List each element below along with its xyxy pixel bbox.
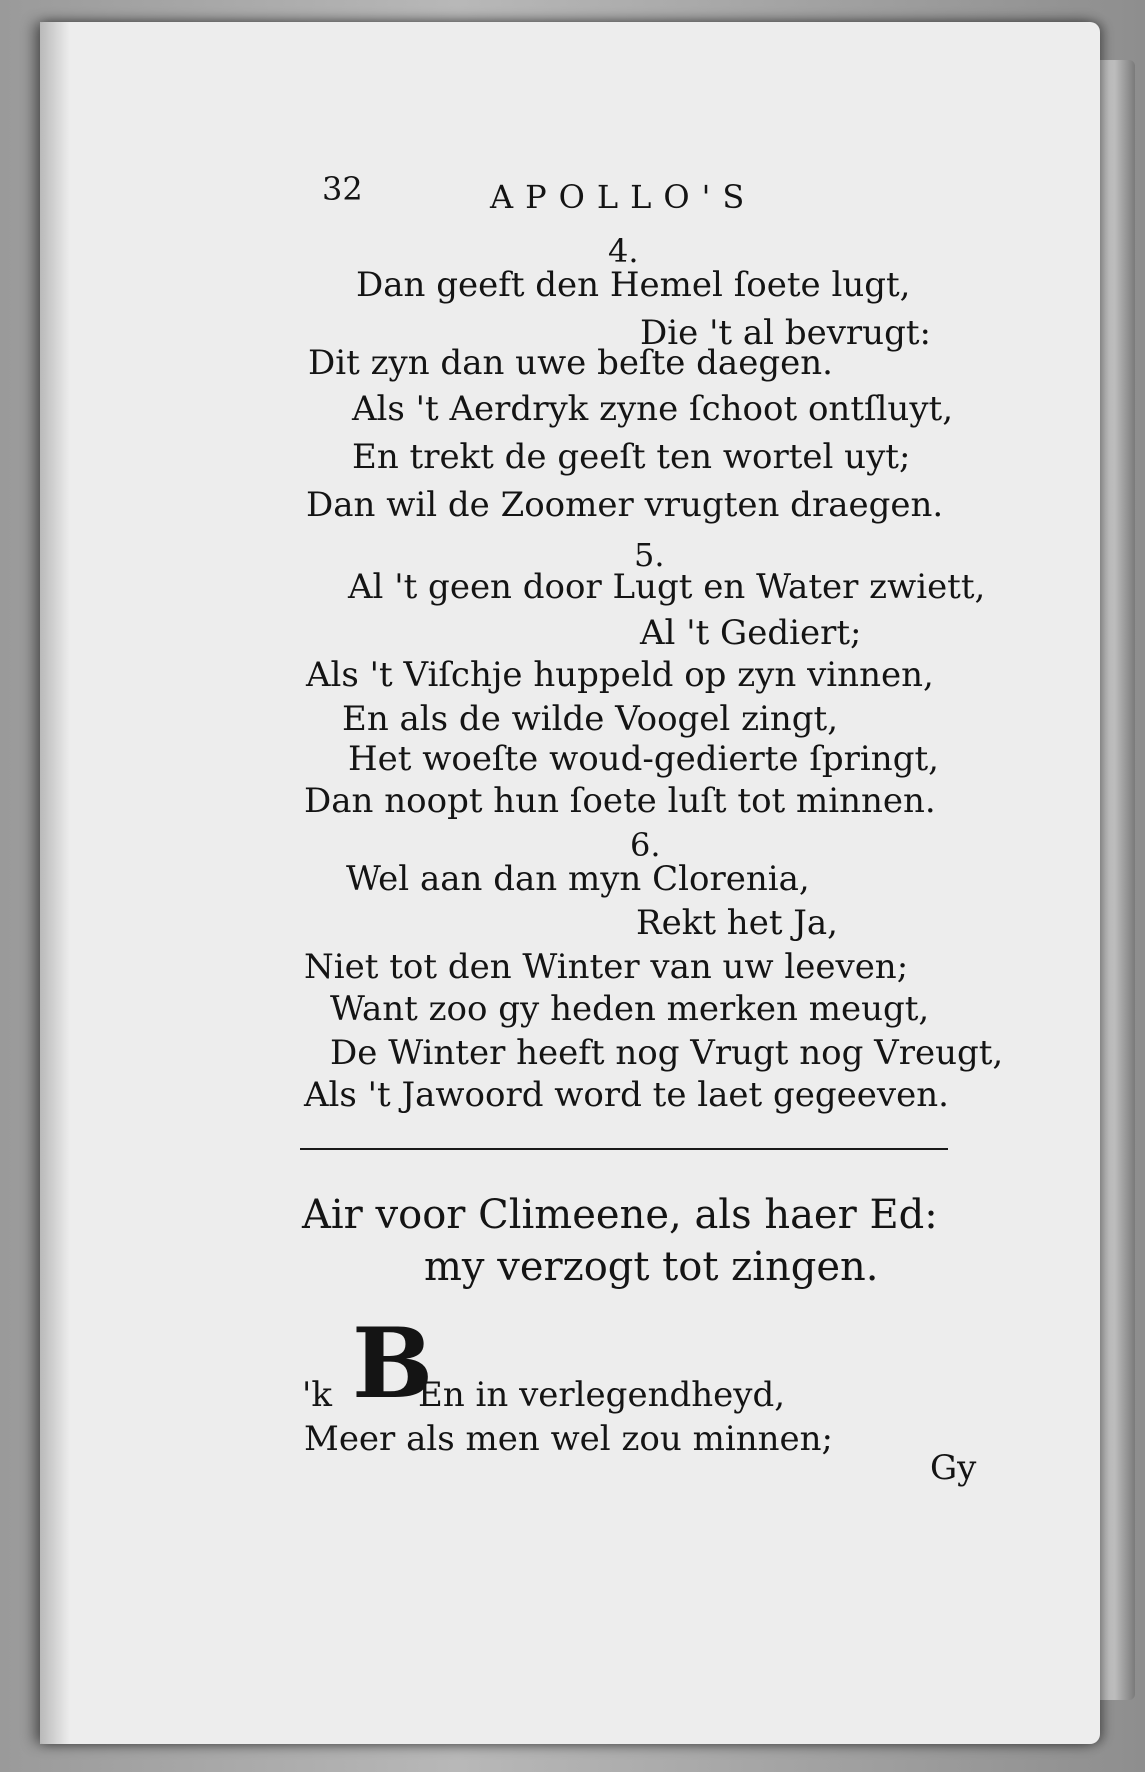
page-number: 32 <box>322 170 363 208</box>
stanza-6-line-4: Want zoo gy heden merken meugt, <box>330 989 930 1029</box>
stanza-6-line-2: Rekt het Ja, <box>636 903 838 943</box>
stanza-6-line-1: Wel aan dan myn Clorenia, <box>346 859 810 899</box>
catchword: Gy <box>930 1448 977 1488</box>
air-title-line-2: my verzogt tot zingen. <box>424 1244 879 1290</box>
stanza-4-line-1: Dan geeft den Hemel ſoete lugt, <box>356 265 911 305</box>
stanza-6-line-5: De Winter heeft nog Vrugt nog Vreugt, <box>330 1033 1004 1073</box>
stanza-6-line-3: Niet tot den Winter van uw leeven; <box>304 947 909 987</box>
stanza-4-line-3: Dit zyn dan uwe beſte daegen. <box>308 343 833 383</box>
stanza-5-line-6: Dan noopt hun ſoete luſt tot minnen. <box>304 781 936 821</box>
stanza-4-line-5: En trekt de geeſt ten wortel uyt; <box>352 437 911 477</box>
stanza-4-line-2: Die 't al bevrugt: <box>640 313 931 353</box>
running-title: APOLLO'S <box>490 178 757 216</box>
air-line-prefix: 'k <box>302 1375 332 1415</box>
section-divider <box>300 1148 948 1150</box>
stanza-number-5: 5. <box>634 536 665 574</box>
stanza-5-line-3: Als 't Viſchje huppeld op zyn vinnen, <box>306 655 934 695</box>
stanza-5-line-5: Het woeſte woud-gedierte ſpringt, <box>348 739 939 779</box>
stanza-number-4: 4. <box>608 232 639 270</box>
stanza-6-line-6: Als 't Jawoord word te laet gegeeven. <box>304 1075 949 1115</box>
stanza-4-line-6: Dan wil de Zoomer vrugten draegen. <box>306 485 944 525</box>
stanza-5-line-2: Al 't Gediert; <box>640 613 862 653</box>
stanza-5-line-1: Al 't geen door Lugt en Water zwiett, <box>348 567 986 607</box>
drop-cap: B <box>352 1307 434 1420</box>
stanza-5-line-4: En als de wilde Voogel zingt, <box>342 699 839 739</box>
stanza-number-6: 6. <box>630 826 661 864</box>
air-line-2: Meer als men wel zou minnen; <box>304 1419 833 1459</box>
air-title-line-1: Air voor Climeene, als haer Ed: <box>302 1192 938 1238</box>
stanza-4-line-4: Als 't Aerdryk zyne ſchoot ontſluyt, <box>352 389 954 429</box>
air-line-1: En in verlegendheyd, <box>418 1375 786 1415</box>
